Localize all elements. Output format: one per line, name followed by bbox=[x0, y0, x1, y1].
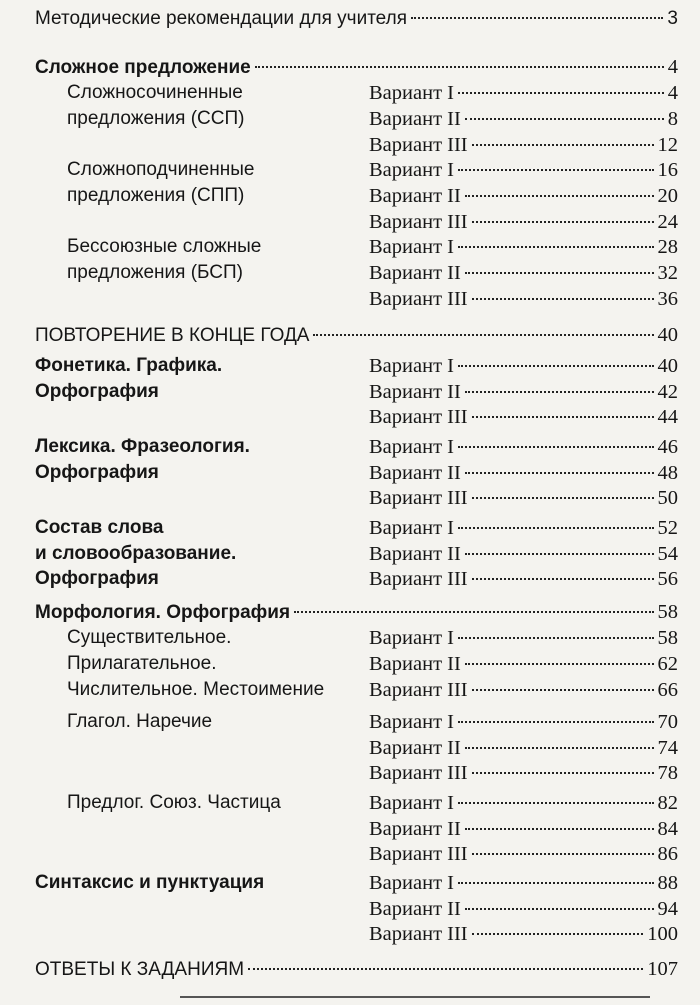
variant-label: Вариант III bbox=[369, 679, 468, 701]
entry-page: 4 bbox=[667, 56, 678, 78]
leader-dots bbox=[472, 497, 654, 499]
section-label: Орфография bbox=[35, 381, 159, 402]
variant-page: 94 bbox=[657, 898, 678, 920]
leader-dots bbox=[458, 246, 654, 248]
variant-entry[interactable] bbox=[369, 404, 678, 430]
group-label: предложения (БСП) bbox=[67, 262, 243, 283]
variant-page: 86 bbox=[657, 843, 678, 865]
variant-label: Вариант III bbox=[369, 568, 468, 590]
variant-page: 84 bbox=[657, 818, 678, 840]
group-label: предложения (СПП) bbox=[67, 185, 245, 206]
variant-entry[interactable] bbox=[369, 790, 678, 816]
leader-dots bbox=[465, 828, 654, 830]
entry-title: Сложное предложение bbox=[35, 57, 251, 78]
leader-dots bbox=[472, 298, 654, 300]
variant-page: 32 bbox=[657, 262, 678, 284]
group-label: Предлог. Союз. Частица bbox=[67, 792, 281, 813]
leader-dots bbox=[472, 578, 654, 580]
variant-page: 74 bbox=[657, 737, 678, 759]
variant-label: Вариант II bbox=[369, 543, 461, 565]
variant-entry[interactable] bbox=[369, 460, 678, 486]
variant-page: 82 bbox=[657, 792, 678, 814]
variant-entry[interactable] bbox=[369, 183, 678, 209]
variant-entry[interactable] bbox=[369, 379, 678, 405]
toc-entry-answers[interactable] bbox=[35, 956, 678, 982]
variant-label: Вариант III bbox=[369, 487, 468, 509]
variant-page: 58 bbox=[657, 627, 678, 649]
leader-dots bbox=[458, 365, 654, 367]
variant-label: Вариант II bbox=[369, 462, 461, 484]
variant-entry[interactable] bbox=[369, 485, 678, 511]
leader-dots bbox=[472, 689, 654, 691]
variant-entry[interactable] bbox=[369, 709, 678, 735]
leader-dots bbox=[458, 527, 654, 529]
variant-page: 44 bbox=[657, 406, 678, 428]
variant-page: 20 bbox=[657, 185, 678, 207]
variant-page: 8 bbox=[667, 108, 678, 130]
variant-page: 100 bbox=[647, 923, 678, 945]
variant-label: Вариант III bbox=[369, 762, 468, 784]
variant-page: 40 bbox=[657, 355, 678, 377]
variant-page: 24 bbox=[657, 211, 678, 233]
variant-page: 56 bbox=[657, 568, 678, 590]
section-label: Орфография bbox=[35, 568, 159, 589]
variant-entry[interactable] bbox=[369, 132, 678, 158]
variant-page: 48 bbox=[657, 462, 678, 484]
leader-dots bbox=[472, 933, 644, 935]
variant-page: 28 bbox=[657, 236, 678, 258]
variant-label: Вариант I bbox=[369, 792, 454, 814]
variant-entry[interactable] bbox=[369, 760, 678, 786]
leader-dots bbox=[472, 853, 654, 855]
group-label: Бессоюзные сложные bbox=[67, 236, 262, 257]
variant-entry[interactable] bbox=[369, 735, 678, 761]
leader-dots bbox=[458, 721, 654, 723]
variant-entry[interactable] bbox=[369, 260, 678, 286]
group-label: Числительное. Местоимение bbox=[67, 679, 325, 700]
toc-entry-complex-sentence[interactable] bbox=[35, 54, 678, 80]
leader-dots bbox=[458, 802, 654, 804]
leader-dots bbox=[465, 272, 654, 274]
entry-page: 58 bbox=[657, 601, 678, 623]
variant-entry[interactable] bbox=[369, 157, 678, 183]
variant-page: 70 bbox=[657, 711, 678, 733]
section-label: и словообразование. bbox=[35, 543, 237, 564]
leader-dots bbox=[465, 391, 654, 393]
variant-label: Вариант III bbox=[369, 134, 468, 156]
leader-dots bbox=[294, 611, 653, 613]
variant-entry[interactable] bbox=[369, 651, 678, 677]
variant-label: Вариант I bbox=[369, 159, 454, 181]
variant-page: 16 bbox=[657, 159, 678, 181]
variant-page: 12 bbox=[657, 134, 678, 156]
variant-label: Вариант I bbox=[369, 627, 454, 649]
leader-dots bbox=[313, 334, 653, 336]
variant-label: Вариант II bbox=[369, 185, 461, 207]
toc-entry-year-review[interactable] bbox=[35, 322, 678, 348]
variant-entry[interactable] bbox=[369, 677, 678, 703]
variant-entry[interactable] bbox=[369, 921, 678, 947]
variant-label: Вариант II bbox=[369, 737, 461, 759]
variant-label: Вариант II bbox=[369, 898, 461, 920]
variant-label: Вариант III bbox=[369, 923, 468, 945]
section-label: Синтаксис и пунктуация bbox=[35, 872, 265, 893]
variant-page: 88 bbox=[657, 872, 678, 894]
variant-entry[interactable] bbox=[369, 234, 678, 260]
leader-dots bbox=[465, 553, 654, 555]
group-label: Сложносочиненные bbox=[67, 82, 243, 103]
leader-dots bbox=[465, 747, 654, 749]
leader-dots bbox=[465, 908, 654, 910]
variant-entry[interactable] bbox=[369, 209, 678, 235]
variant-entry[interactable] bbox=[369, 896, 678, 922]
leader-dots bbox=[472, 144, 654, 146]
variant-label: Вариант II bbox=[369, 381, 461, 403]
variant-label: Вариант I bbox=[369, 236, 454, 258]
variant-entry[interactable] bbox=[369, 541, 678, 567]
variant-page: 62 bbox=[657, 653, 678, 675]
variant-label: Вариант II bbox=[369, 108, 461, 130]
leader-dots bbox=[465, 663, 654, 665]
group-label: Существительное. bbox=[67, 627, 232, 648]
variant-page: 42 bbox=[657, 381, 678, 403]
variant-entry[interactable] bbox=[369, 841, 678, 867]
leader-dots bbox=[472, 416, 654, 418]
variant-label: Вариант I bbox=[369, 711, 454, 733]
entry-title: ПОВТОРЕНИЕ В КОНЦЕ ГОДА bbox=[35, 325, 310, 346]
entry-page: 3 bbox=[667, 8, 678, 29]
variant-page: 50 bbox=[657, 487, 678, 509]
variant-entry[interactable] bbox=[369, 434, 678, 460]
leader-dots bbox=[255, 66, 664, 68]
section-label: Фонетика. Графика. bbox=[35, 355, 223, 376]
variant-label: Вариант III bbox=[369, 843, 468, 865]
entry-title: Морфология. Орфография bbox=[35, 602, 291, 623]
variant-entry[interactable] bbox=[369, 106, 678, 132]
variant-entry[interactable] bbox=[369, 286, 678, 312]
leader-dots bbox=[465, 195, 654, 197]
variant-page: 4 bbox=[667, 82, 678, 104]
variant-entry[interactable] bbox=[369, 80, 678, 106]
variant-page: 54 bbox=[657, 543, 678, 565]
leader-dots bbox=[465, 472, 654, 474]
variant-page: 78 bbox=[657, 762, 678, 784]
leader-dots bbox=[472, 772, 654, 774]
variant-label: Вариант III bbox=[369, 211, 468, 233]
variant-entry[interactable] bbox=[369, 353, 678, 379]
variant-entry[interactable] bbox=[369, 625, 678, 651]
entry-page: 107 bbox=[647, 958, 678, 980]
variant-entry[interactable] bbox=[369, 870, 678, 896]
variant-label: Вариант I bbox=[369, 872, 454, 894]
leader-dots bbox=[248, 968, 643, 970]
variant-label: Вариант II bbox=[369, 653, 461, 675]
variant-label: Вариант I bbox=[369, 82, 454, 104]
variant-page: 46 bbox=[657, 436, 678, 458]
variant-entry[interactable] bbox=[369, 566, 678, 592]
leader-dots bbox=[458, 169, 654, 171]
variant-label: Вариант II bbox=[369, 262, 461, 284]
variant-label: Вариант III bbox=[369, 288, 468, 310]
entry-title: ОТВЕТЫ К ЗАДАНИЯМ bbox=[35, 959, 245, 980]
leader-dots bbox=[472, 221, 654, 223]
variant-entry[interactable] bbox=[369, 515, 678, 541]
entry-title: Методические рекомендации для учителя bbox=[35, 8, 407, 29]
section-label: Лексика. Фразеология. bbox=[35, 436, 250, 457]
section-label: Состав слова bbox=[35, 517, 164, 538]
variant-label: Вариант III bbox=[369, 406, 468, 428]
variant-label: Вариант I bbox=[369, 355, 454, 377]
variant-entry[interactable] bbox=[369, 816, 678, 842]
variant-page: 66 bbox=[657, 679, 678, 701]
variant-label: Вариант I bbox=[369, 436, 454, 458]
variant-page: 36 bbox=[657, 288, 678, 310]
group-label: предложения (ССП) bbox=[67, 108, 245, 129]
variant-page: 52 bbox=[657, 517, 678, 539]
leader-dots bbox=[458, 882, 654, 884]
leader-dots bbox=[465, 118, 664, 120]
group-label: Глагол. Наречие bbox=[67, 711, 213, 732]
leader-dots bbox=[458, 92, 664, 94]
toc-entry-morphology[interactable] bbox=[35, 599, 678, 625]
group-label: Сложноподчиненные bbox=[67, 159, 255, 180]
section-label: Орфография bbox=[35, 462, 159, 483]
bottom-rule bbox=[180, 996, 650, 998]
leader-dots bbox=[411, 17, 663, 19]
group-label: Прилагательное. bbox=[67, 653, 217, 674]
leader-dots bbox=[458, 637, 654, 639]
variant-label: Вариант II bbox=[369, 818, 461, 840]
leader-dots bbox=[458, 446, 654, 448]
variant-label: Вариант I bbox=[369, 517, 454, 539]
entry-page: 40 bbox=[657, 324, 678, 346]
toc-entry-teacher-notes[interactable] bbox=[35, 6, 678, 32]
